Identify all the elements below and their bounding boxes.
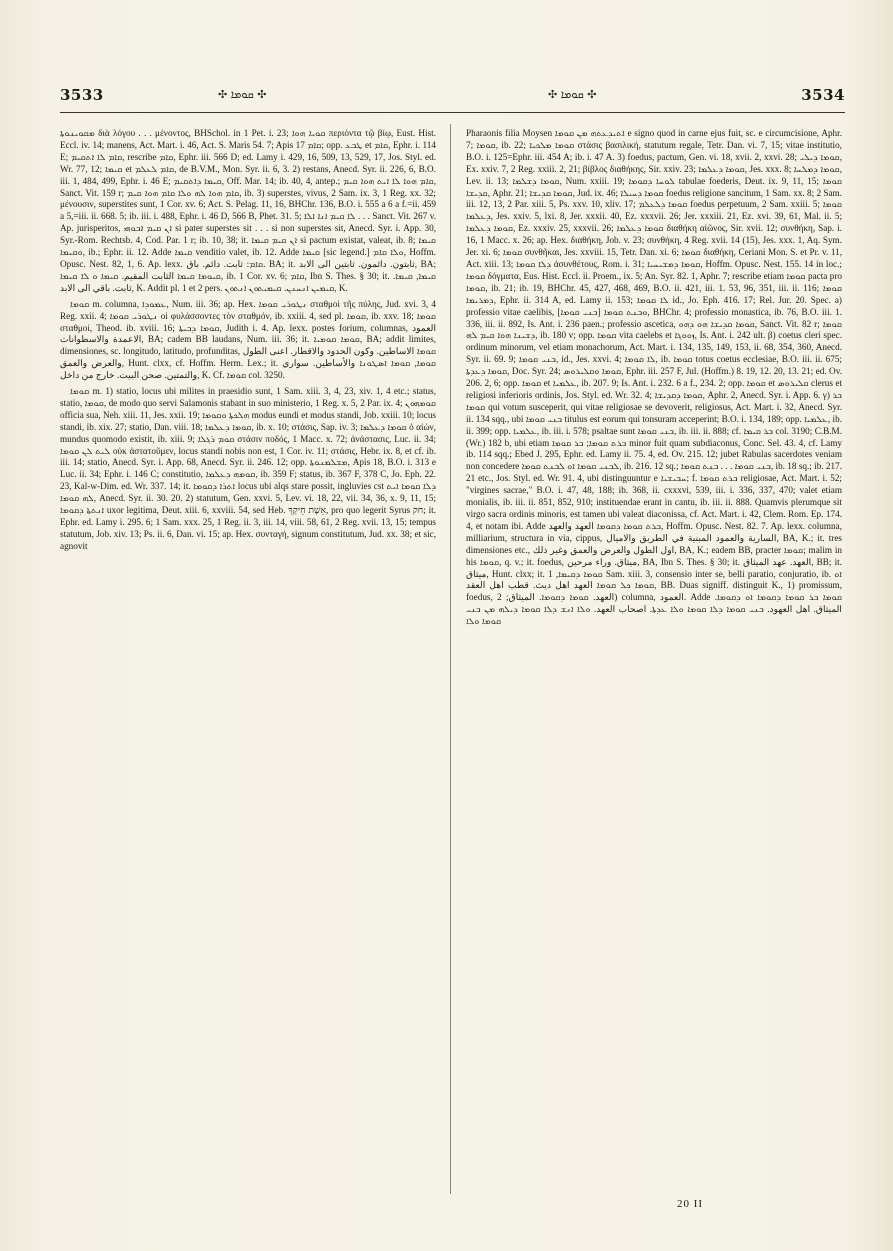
column-divider [450, 124, 451, 1194]
entry-continuation: ܡܩܘܝܢܘܬܐ διὰ λόγου . . . μένοντος, BHSchol. in 1 Pet. i. 23; ܩܘܝܐ ܗܘܐ περιόντα τῷ βίῳ, Eust. Hist. Eccl. iv. 14; manens, Act. Mart. i. 46, Act. S. Maris 54. 7; Apis ܩܐܡ 17; opp. ܛܒܥ et ܩܐܡ, Ephr. i. 114 E; ܩܐܡ ܠܐ ܐܬܩܝܡ, rescribe ܩܐܡ, Ephr. iii. 566 D; ed. Lamy i. 429, 16, 509, 13, 529, 17, Jos. Styl. ed. Wr. 77, 12; ܩܝܡܐ et ܩܐܡ ܠܥܠܡ, de B.V.M., Mon. Syr. ii. 6, 3. 2) restans, Anecd. Syr. ii. 226, 6, B.O. iii. 1, 484, 499, Ephr. i. 46 E; ܩܝܡܐ ܕܐܬܩܝܡ, Off. Mar. 14; ib. 40, 4, antep.; ܩܐܡ ܗܘܐ ܠܐ ܐܝܬ ܗܘܐ ܩܝܡ, Sanct. Vit. 159 r; ܩܐܡ ܗܘܐ ܠܗ ܘܠܐ ܩܐܡ ܗܘܐ ܩܝܡ, ib. 3) superstes, vivus, 2 Sam. ix. 3, 1 Reg. xx. 32; μένουσιν, superstites sunt, 1 Cor. xv. 6; Act. S. Pelag. 11, 16, BHChr. 136, B.O. i. 555 a 6 a f.=ii. 459 a 5,=iii. ii. 668. 5; ib. iii. i. 488, Ephr. i. 46 D, 566 B, Phet. 31. 5; ܠܐ ܩܝܡ ܐܢܐ ܐܠܐ . . . Sanct. Vit. 267 v. Ap. jurisperitos, ܐܢ ܩܝܡ ܐܒܘܗܝ si pater superstes sit . . . si non superstes sit, Anecd. Syr. i. App. 30, Syr.-Rom. Rechtsb. 4, Cod. Par. 1 r; ib. 10, 38; it. ܐܢ ܩܝܡ ܩܝܡܐ si pactum existat, valeat, ib. 8; ܩܝܡܐ ܘܩܝܡܐ, ib.; Ephr. ii. 12. Adde ܩܝܡܐ venditio valet, ib. 12. Adde ܩܝܡܐ [sic legend.] ܘܠܐ ܩܐܡ, Hoffm. Opusc. Nest. 82, 1, 6. Ap. lexx. ܩܐܡ: ثابت. دائم. باق. BA; it. ثابتون. دائمون. ثابتين الى الابد, BA; ܩܝܘܡܐ ܩܝܡܐ الثابت المقيم. ܩܝܡܐ ܘ ܠܐ ܩܝܡܐ, ib. 1 Cor. xv. 6; ܩܐܡ, Ibn S. Thes. § 30; it. ܩܝܡܐ, ܩܝܡܐ. ثابت. باقي الى الابد, K. Addit pl. 1 et 2 pers. ܩܝܡܝܢ ܐܢܚܢܢ. ܩܝܡܝܬܘܢ ܐܢܬܘܢ, K. [60, 128, 436, 293]
entry-columna: ܩܘܡܐ m. columna, ܥܡܘܕܐ, Num. iii. 36; ap. Hex. ܢܛܘܪܝ ܩܘܡܐ σταθμοὶ τῆς πύλης, Jud. xvi. 3, 4 Reg. xxii. 4; ܢܛܘܪܝ ܩܘܡܐ oi φυλάσσοντες τὸν σταθμόν, ib. xxiii. 4, sed pl. ܩܘܡܐ, ib. xxv. 18; ܩܘܡܐ σταθμοί, Theod. ib. xviii. 16; ܩܘܡܐ ܕܒܝܬܐ, Judith i. 4. Ap. lexx. postes forium, columnas, العمود الاعمدة والاسطوانات, BA; cadem BB laudans, Num. iii. 36; it. ܩܘܡܐ ܩܘܡܝܐ, BA; addit limites, dimensiones, sc. longitudo, latitudo, profunditas, ܩܘܡܐ الاساطين. وكون الحدود والاقطار. اعنى الطول والعرض والعمق, Hunt. clxx, cf. Hoffm. Herm. Lex.; it. ܩܘܡܐ, ܩܘܡܐ ܐܣܛܘܢܐ والأساطين. سواري والتمتين. صحن البيت. خارج من داخل, K. Cf. ܩܘܡܐ col. 3250. [60, 298, 436, 381]
right-page-number: 3534 [801, 86, 845, 104]
header-rule [60, 112, 845, 113]
left-page-number: 3533 [60, 86, 104, 104]
left-running-headword: ✣ ܩܘܡܐ ✣ [218, 88, 267, 101]
right-column [466, 128, 842, 1190]
page-header [60, 86, 845, 112]
entry-continuation-right: Pharaonis filia Moysen ܐܬܝܕܥܬܗ ܡܢ ܩܘܡܐ e signo quod in carne ejus fuit, sc. e circumcisione, Aphr. 7; ܩܘܡܐ, ib. 22; ܩܘܡܐ ܡܠܟܝܐ στάσις βασιλική, statutum regale, Tetr. Dan. vi. 7, 15; vitae institutio, B.O. i. 125=Ephr. iii. 454 A; ib. i. 47 A. 3) foedus, pactum, Gen. vi. 18, xvii. 2, xxvi. 28; ܩܘܡܐ ܕܝܠܝ, Ex. xxiv. 7, 2 Reg. xxiii. 2, 21; βίβλος διαθήκης, Sir. xxiv. 23; ܩܘܡܐ ܕܥܠܡܐ, Jes. xxx. 8; ܩܘܡܐ ܕܡܠܚܐ, Lev. ii. 13; ܩܘܡܐ ܕܫܠܡܐ, Num. xxiii. 19; ܠܘܚܐ ܕܩܘܡܐ tabulae foederis, Deut. ix. 9, 11, 15; ܩܘܡܐ ܩܕܝܫܐ, Aphr. 21; ܩܘܡܐ ܩܕܝܫܐ, Jud. ix. 46; ܩܘܡܐ ܕܚܝܠܐ foedus religione sancitum, 1 Sam. xx. 8; 2 Sam. iii. 12, 13, 2 Par. xiii. 5, Ps. xxv. 10, xliv. 17; ܩܘܡܐ ܕܠܥܠܡ foedus perpetuum, 2 Sam. xxiii. 5; ܩܘܡܐ ܕܥܠܡܐ, Jes. xxiv. 5, lxi. 8, Jer. xxxii. 40, Ez. xxxvii. 26; Jer. xxxiii. 21, Ez. xvi. 39, 61, Mal. ii. 5; ܩܘܡܐ ܕܥܠܡܐ, Ez. xxxiv. 25, xxxvii. 26; ܩܘܡܐ ܕܥܠܡܐ διαθήκη αἰῶνος, Sir. xvii. 12; συνθήκη, Sap. i. 16, 1 Macc. x. 26; ap. Hex. διαθήκη, Job. v. 23; συνθήκη, 4 Reg. xvii. 14 (15), Jes. xxx. 1, Aq. Sym. Jer. xi. 6; ܩܘܡܐ συνθῆκαι, Jes. xxviii. 15, Tetr. Dan. xi. 6; ܩܘܡܐ διαθήκη, Ceriani Mon. S. et Pr. v. 11, Act. xiii. 13; ܕܠܐ ܩܘܡܐ ἀσυνθέτους, Rom. i. 31; ܩܘܡܐ ܕܡܫܝܚܝܐ, Hoffm. Opusc. Nest. 155. 14 in loc.; ܩܘܡܐ δόγματα, Eus. Hist. Eccl. ii. Proem., ix. 5; An. Syr. 82. 1, Aphr. 7; rescribe etiam ܩܘܡܐ pacta pro ܩܘܡܐ, ib. 21; ib. 19, BHChr. 45, 427, 468, 469, B.O. ii. 421, iii. 1. 53, 96, 351, iii. ii. 116; ܩܘܡܐ ܕܡܪܝܡܐ, Ephr. ii. 314 A, ed. Lamy ii. 153; ܠܐ ܩܘܡܐ id., Jo. Eph. 416. 17; Rel. Jur. 20. Spec. a) professio vitae caelibis, [ܒܢܝ ܩܘܡܐ] ܘܒܢܬ ܩܘܡܐ, BHChr. 4; professio monastica, ib. 76, B.O. iii. 1. 336, iii. ii. 892, Is. Ant. i. 236 paen.; professio ascetica, ܩܘܡܐ ܩܕܝܫܐ ܗܘ ܕܗܘ, Sanct. Vit. 82 r; ܩܘܡܐ ܕܫܝܢܐ ܗܘܐ ܩܝܡ ܠܗ, ib. 180 v; opp. ܩܘܡܐ vita caelebs et ܙܘܘܓܐ, Is. Ant. i. 242 ult. β) coetus cleri spec. ordinum minorum, vel etiam monachorum, Act. Mart. i. 134, 135, 149, 153, ii. 68, 354, 360, Anecd. Syr. ii. 69. 9; ܒܢܝ ܩܘܡܐ, id., Jes. xxvi. 4; ܠܐ ܩܘܡܐ, ib. ܩܘܡܐ totus coetus ecclesiae, B.O. iii. ii. 675; ܩܘܡܐ ܕܥܕܬܐ, Doc. Syr. 24; ܩܘܡܐ ܘܩܠܝܪܘܣ, Ephr. iii. 257 F, Jul. (Hoffm.) 8. 19, 12. 20, 13. 21; ed. Ov. 206. 2, 6; opp. ܩܘܡܐ et ܥܠܡܝܐ, ib. 207. 9; Is. Ant. i. 232. 6 a f., 234. 2; opp. ܩܘܡܐ et ܩܠܝܪܘܣ clerus et religiosi inferioris ordinis, Jos. Styl. ed. Wr. 32. 4; ܩܘܡܐ ܕܩܕܝܫܐ, Aphr. 2, Anecd. Syr. i. App. 6. γ) ܒܪ ܩܘܡܐ qui votum susceperit, qui vitae religiosae se devoverit, religiosus, Act. Mart. i. 32, Anecd. Syr. ii. 134 sqq., ubi ܒܢܝ ܩܘܡܐ titulus est eorum qui tonsuram acceperint; B.O. i. 134, 189; opp. ܥܠܡܝܐ, ib. ii. 399; opp. ܥܠܡܝܐ, ib. iii. i. 578; psaltae sunt ܒܢܝ ܩܘܡܐ, ib. iii. ii. 888; cf. ܒܪ ܩܝܡܐ col. 3190; C.B.M. (Wr.) 182 b, ubi etiam ܒܪܬ ܩܘܡܐ; ܒܪ ܩܘܡܐ minor fuit quam subdiaconus, Conc. Sel. 43. 4, cf. Lamy ib. 114 sqq.; Ebed J. 295, Ephr. ed. Lamy ii. 75. 4, ed. Ov. 215. 12; jubet Rabulas sacerdotes veniam non concedere ܠܒܢܝ ܩܘܡܐ ܐܘ ܠܒܢܬ ܩܘܡܐ, ib. 216. 12 sq.; ܒܢܝ ܩܘܡܐ . . . ܒܢܬ ܩܘܡܐ, ib. 18 sq.; ib. 217. 21 etc., Jos. Styl. ed. Wr. 91. 4, ubi distinguuntur e ܚܒܝܫܝܐ; f. ܒܪܬ ܩܘܡܐ religiosae, Act. Mart. i. 52; "virgines sacrae," B.O. i. 47, 48, 188; ib. 368, ii. cxxxvi, 539, iii. i. 336, 337, 470; valet etiam monialis, ib. iii. ii. 851, 852, 910; instituendae erant in cantu, ib. iii. ii. 888. Quamvis plerumque sit virgo sacra ordinis minoris, est tamen ubi valeat diaconissa, cf. Act. Mart. i. 42, Clem. Rom. Ep. 174. 4, et notam ibi. Adde ܒܪܬ ܩܘܡܐ ܕܩܘܡܐ العهد والعهد, Hoffm. Opusc. Nest. 82. 7. Ap. lexx. columna, milliarium, structura in via, cippus, السارية والعمود المبنية في الطريق والاميال, BA, K.; it. tres dimensiones etc., اول الطول والعرض والعمق وغير ذلك, BA, K.; eadem BB, practer ܩܘܡܐ; malim in his ܩܘܡܐ, q. v.; it. foedus, ميثاق. وراء مرحين, BA, Ibn S. Thes. § 30; it. العهد. عهد الميثاق, BB; it. ميثاق, Hunt. clxx; it. ܩܘܡܐ ܕܩܝܡܐ, 1 Sam. xiii. 3, consensio inter se, belli paratio, conjuratio, ib. ܐܘ ܩܘܡܐ ܟܠ ܩܘܡܐ العهد اهل ديث. قطب اهل العقد, BB. Duas signiff. distinguit K., 1) promissum, foedus, العهد. ܩܘܡܐ ܕܩܘܡܐ. الميثاق; 2) columna, العمود. Adde ܩܘܡܐ ܒܪ ܩܘܡܐ ܕܩܘܡܐ ܐܘ ܕܩܘܡܐ. الميثاق. اهل العهود. ܒܢܝ ܩܘܡܐ ܕܠܐ ܩܘܡܐ ܘܠܐ ܥܕܬܐ. اصحاب العهد. ܘܠܐ ܐܢܫ ܕܠܐ ܩܘܡܐ ܕܝܠܗ ܡܢ ܒܢܝ ܩܘܡܐ ܘܠܐ [466, 128, 842, 627]
right-running-headword: ✣ ܩܘܡܐ ✣ [548, 88, 597, 101]
signature-mark: 20 II [676, 1198, 704, 1210]
entry-statio: ܩܘܡܐ m. 1) statio, locus ubi milites in praesidio sunt, 1 Sam. xiii. 3, 4, 23, xiv. 1, 4 etc.; status, statio, ܩܘܡܐ, de modo quo servi Salamonis stabant in suo ministerio, 1 Reg. x. 5, 2 Par. ix. 4; ܩܘܡܗܘܢ officia sua, Neh. xiii. 11, Jes. xxii. 19; ܗܠܟܬܐ ܘܩܘܡܐ modus eundi et modus standi, Job. xxiii. 10; locus standi, ib. xix. 27; statio, Dan. viii. 18; ܩܘܡܐ ܕܥܠܡܐ, ib. x. 10; στάσις, Sap. iv. 3; ܩܘܡܐ ܕܥܠܡܐ ὁ αἰών, mundus quomodo existit, ib. xiii. 9; ܩܘܡ ܪܓܠܐ στάσιν ποδός, 1 Macc. x. 72; ἀνάστασις, Luc. ii. 34; ܠܝܬ ܠܢ ܩܘܡܐ οὐκ ἀστατοῦμεν, locus standi nobis non est, 1 Cor. iv. 11; στάσις, Hebr. ix. 8, et cf. ib. iii. 14; statio, Anecd. Syr. i. App. 68, Anecd. Syr. ii. 246. 12; opp. ܡܫܠܡܢܘܬܐ, Apis 18, B.O. i. 313 e Luc. ii. 34; Ephr. i. 146 C; constitutio, ܩܘܡܗ ܕܥܠܡܐ, ib. 359 F; status, ib. 367 F, 378 C, Jo. Eph. 22. 23, Kal-w-Dim. ed. Wr. 337. 14; it. ܐܬܪܐ ܕܩܘܡܐ locus ubi alqs stare possit, ingluvies cst ܕܠܐ ܩܘܡܐ ܐܝܬ ܠܗ ܩܘܡܐ, Anecd. Syr. ii. 30. 20. 2) statutum, Gen. xxvi. 5, Lev. vi. 18, 22, vii. 34, 36, x. 9, 11, 15; ܐܢܬܬܐ ܕܩܘܡܐ uxor legitima, Deut. xiii. 6, xxviii. 54, sed Heb. אֵשֶׁת חֵיקְךָ, pro quo legerit Syrus חק; it. Ephr. ed. Lamy i. 295. 6; 1 Sam. xxx. 25, 1 Reg. ii. 3, iii. 14, viii. 58, 61, 2 Reg. xvii. 13, 15; tempus statutum, Job. xiv. 13; Ps. ii. 6, Dan. vi. 15; ap. Hex. συνταγή, signum constitutum, Jud. xx. 38; et sic, agnovit [60, 386, 436, 551]
left-column [60, 128, 436, 1190]
